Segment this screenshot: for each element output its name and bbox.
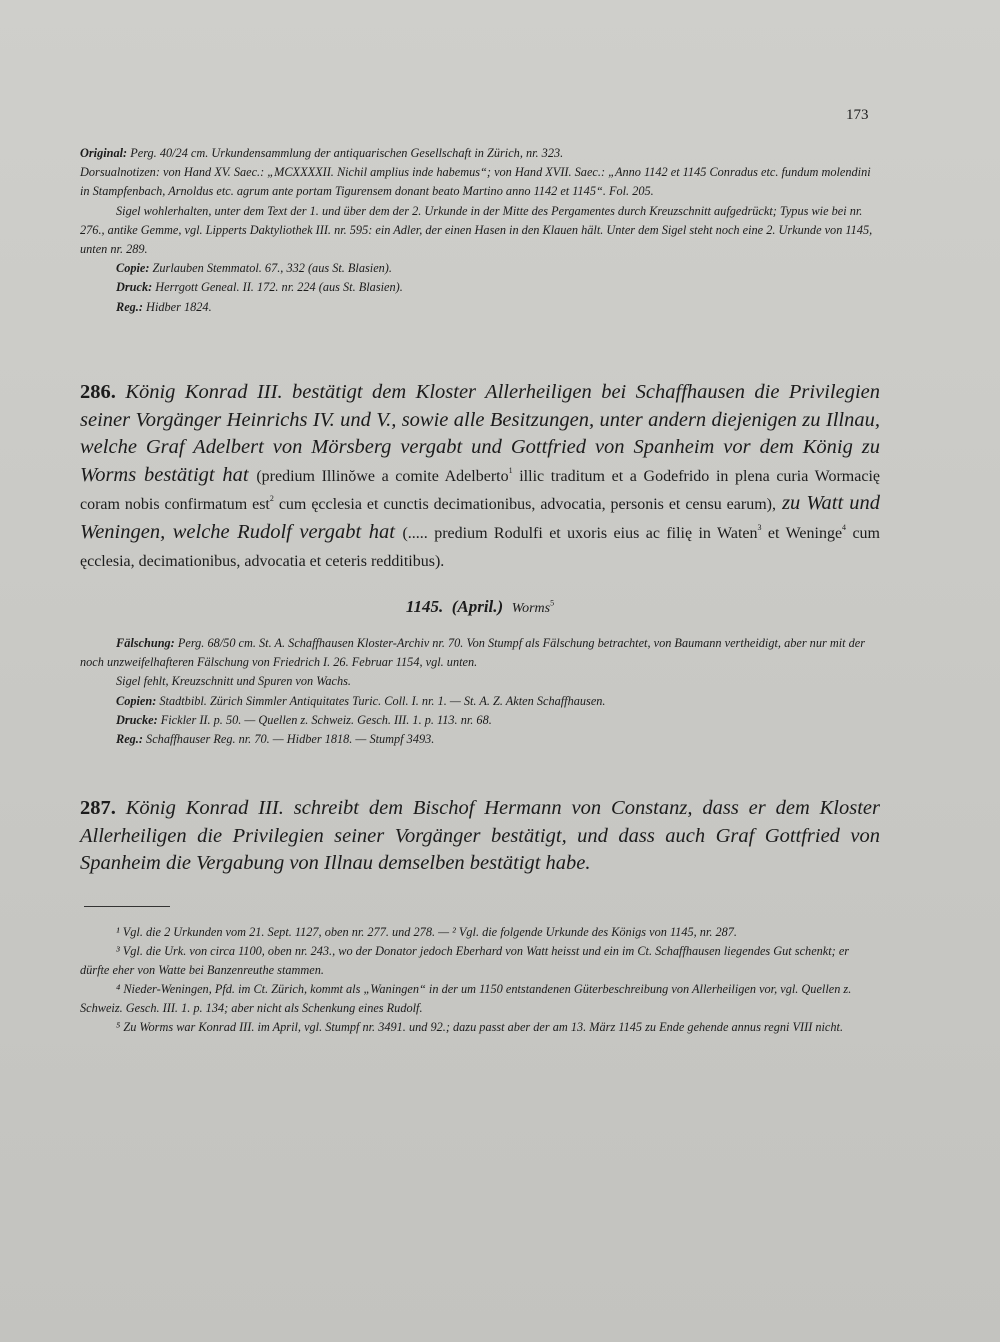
note-drucke: Drucke: Fickler II. p. 50. — Quellen z. Schweiz. Gesch. III. 1. p. 113. nr. 68. bbox=[116, 712, 492, 727]
page-number: 173 bbox=[846, 107, 869, 123]
note-faelschung: Fälschung: Perg. 68/50 cm. St. A. Schaffhausen Kloster-Archiv nr. 70. Von Stumpf als Fälschung betrachtet, von Baumann vertheidigt, aber nur mit der noch unzweifelhafteren Fälschung von Friedrich I. 26. Februar 1154, vgl. unten. bbox=[80, 636, 866, 670]
note-reg-286: Reg.: Schaffhauser Reg. nr. 70. — Hidber 1818. — Stumpf 3493. bbox=[116, 732, 435, 747]
footnote-divider bbox=[84, 906, 170, 907]
footnotes bbox=[80, 923, 880, 1036]
note-dorsual: Dorsualnotizen: von Hand XV. Saec.: „MCXXXXII. Nichil amplius inde habemus“; von Hand XVII. Saec.: „Anno 1142 et 1145 Conradus etc. fundum molendini in Stampfenbach, Arnoldus etc. agrum ante portam Tigurensem donant beato Martino anno 1142 et 1145“. Fol. 205. bbox=[80, 165, 871, 199]
note-original: Original: Perg. 40/24 cm. Urkundensammlung der antiquarischen Gesellschaft in Zürich, nr. 323. bbox=[80, 146, 564, 160]
note-druck: Druck: Herrgott Geneal. II. 172. nr. 224 (aus St. Blasien). bbox=[116, 280, 403, 295]
note-reg: Reg.: Hidber 1824. bbox=[116, 299, 212, 314]
footnote-1-2: ¹ Vgl. die 2 Urkunden vom 21. Sept. 1127, oben nr. 277. und 278. — ² Vgl. die folgende Urkunde des Königs von 1145, nr. 287. bbox=[116, 925, 738, 939]
footnote-3: ³ Vgl. die Urk. von circa 1100, oben nr. 243., wo der Donator jedoch Eberhard von Watt heisst und ein im Ct. Schaffhausen liegendes Gut schenkt; er dürfte eher von Watte bei Banzenreuthe stammen. bbox=[80, 943, 850, 977]
note-sigel: Sigel wohlerhalten, unter dem Text der 1. und über dem der 2. Urkunde in der Mitte des Pergamentes durch Kreuzschnitt aufgedrückt; Typus wie bei nr. 276., antike Gemme, vgl. Lipperts Daktyliothek III. nr. 595: ein Adler, der einen Hasen in den Klauen hält. Unter dem Sigel steht noch eine 2. Urkunde von 1145, unten nr. 289. bbox=[80, 203, 873, 257]
entry-286-date: 1145. (April.) Worms$^5$ bbox=[405, 597, 555, 616]
notes-286 bbox=[80, 634, 880, 749]
note-copien: Copien: Stadtbibl. Zürich Simmler Antiquitates Turic. Coll. I. nr. 1. — St. A. Z. Akten Schaffhausen. bbox=[116, 693, 606, 708]
entry-286-heading: 286. König Konrad III. bestätigt dem Kloster Allerheiligen bei Schaffhausen die Privilegien seiner Vorgänger Heinrichs IV. und V., sowie alle Besitzungen, unter andern diejenigen zu Illnau, welche Graf Adelbert von Mörsberg vergabt und Gottfried von Spanheim vor dem König zu Worms bestätigt hat (predium Illinŏwe a comite Adelberto$^1$ illic traditum et a Godefrido in plena curia Wormacię coram nobis confirmatum est$^2$ cum ęcclesia et cunctis decimationibus, advocatia, personis et censu earum), zu Watt und Weningen, welche Rudolf vergabt hat (..... predium Rodulfi et uxoris eius ac filię in Waten$^3$ et Weninge$^4$ cum ęcclesia, decimationibus, advocatia et ceteris redditibus). bbox=[80, 381, 881, 570]
entry-number: 286. bbox=[80, 381, 116, 403]
notes-285 bbox=[80, 144, 880, 317]
note-sigel-286: Sigel fehlt, Kreuzschnitt und Spuren von Wachs. bbox=[116, 674, 351, 689]
note-copie: Copie: Zurlauben Stemmatol. 67., 332 (aus St. Blasien). bbox=[116, 261, 392, 276]
entry-287-heading: 287. König Konrad III. schreibt dem Bischof Hermann von Constanz, dass er dem Kloster Allerheiligen die Privilegien seiner Vorgänger bestätigt, und dass auch Graf Gottfried von Spanheim die Vergabung von Illnau demselben bestätigt habe. bbox=[80, 797, 880, 874]
entry-number: 287. bbox=[80, 797, 116, 819]
footnote-5: ⁵ Zu Worms war Konrad III. im April, vgl. Stumpf nr. 3491. und 92.; dazu passt aber der am 13. März 1145 zu Ende gehende annus regni VIII nicht. bbox=[116, 1019, 844, 1034]
footnote-4: ⁴ Nieder-Weningen, Pfd. im Ct. Zürich, kommt als „Waningen“ in der um 1150 entstandenen Güterbeschreibung von Allerheiligen vor, vgl. Quellen z. Schweiz. Gesch. III. 1. p. 134; aber nicht als Schenkung eines Rudolf. bbox=[80, 981, 852, 1015]
